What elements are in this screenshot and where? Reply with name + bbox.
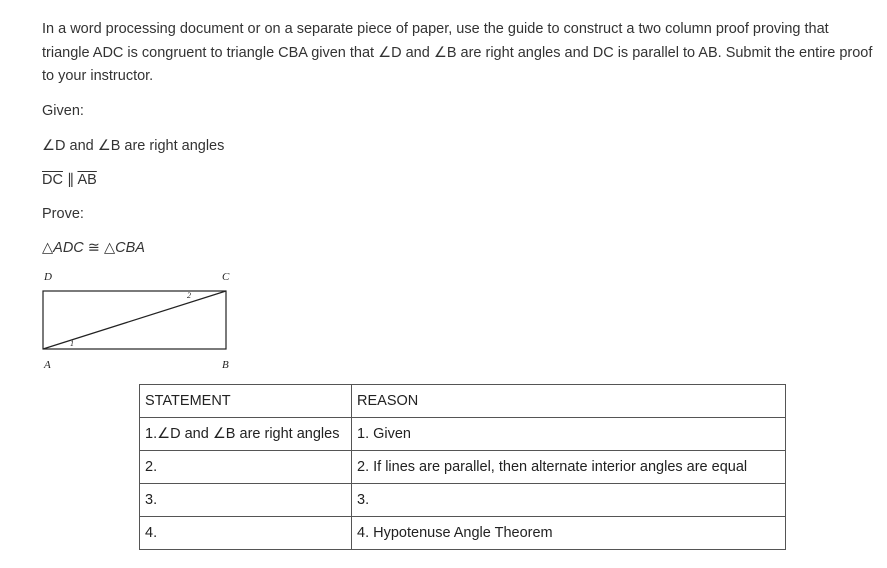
reason-cell: 1. Given: [352, 418, 786, 451]
given-right-angles: ∠D and ∠B are right angles: [42, 138, 225, 154]
given-parallel: [42, 170, 97, 190]
table-row: [140, 517, 786, 550]
instructions-paragraph: In a word processing document or on a separate piece of paper, use the guide to construct a two column proof proving that triangle ADC is congruent to triangle CBA given that ∠D and ∠B are right angles and DC is parallel to AB. Submit the entire proof to your instructor.: [42, 21, 873, 84]
table-header-row: [140, 385, 786, 418]
rectangle-diagram: [36, 266, 246, 378]
column-header-reason: REASON: [352, 385, 786, 418]
prove-congruence: [42, 238, 145, 258]
triangle-symbol-icon: △: [42, 240, 54, 256]
proof-table: [139, 384, 786, 550]
triangle-adc: ADC: [53, 240, 84, 256]
table-row: [140, 451, 786, 484]
triangle-cba: CBA: [115, 240, 145, 256]
segment-dc: $\overline{DC}$: [42, 172, 63, 188]
table-row: [140, 484, 786, 517]
congruent-symbol: ≅: [83, 240, 104, 256]
table-row: [140, 418, 786, 451]
given-heading: Given:: [42, 103, 84, 119]
reason-cell: 4. Hypotenuse Angle Theorem: [352, 517, 786, 550]
statement-cell: 2.: [140, 451, 352, 484]
column-header-statement: STATEMENT: [140, 385, 352, 418]
prove-heading: Prove:: [42, 206, 84, 222]
triangle-symbol-icon: △: [104, 240, 116, 256]
reason-cell: 2. If lines are parallel, then alternate interior angles are equal: [352, 451, 786, 484]
reason-cell: 3.: [352, 484, 786, 517]
vertex-label-d: D: [44, 271, 52, 283]
statement-cell: 3.: [140, 484, 352, 517]
statement-cell: 4.: [140, 517, 352, 550]
angle-label-2: 2: [187, 291, 191, 300]
vertex-label-b: B: [222, 359, 229, 371]
segment-ab: $\overline{AB}$: [77, 172, 97, 188]
angle-label-1: 1: [70, 339, 74, 348]
statement-cell: 1.∠D and ∠B are right angles: [140, 418, 352, 451]
vertex-label-c: C: [222, 271, 230, 283]
parallel-symbol: ∥: [62, 172, 78, 188]
vertex-label-a: A: [44, 359, 51, 371]
